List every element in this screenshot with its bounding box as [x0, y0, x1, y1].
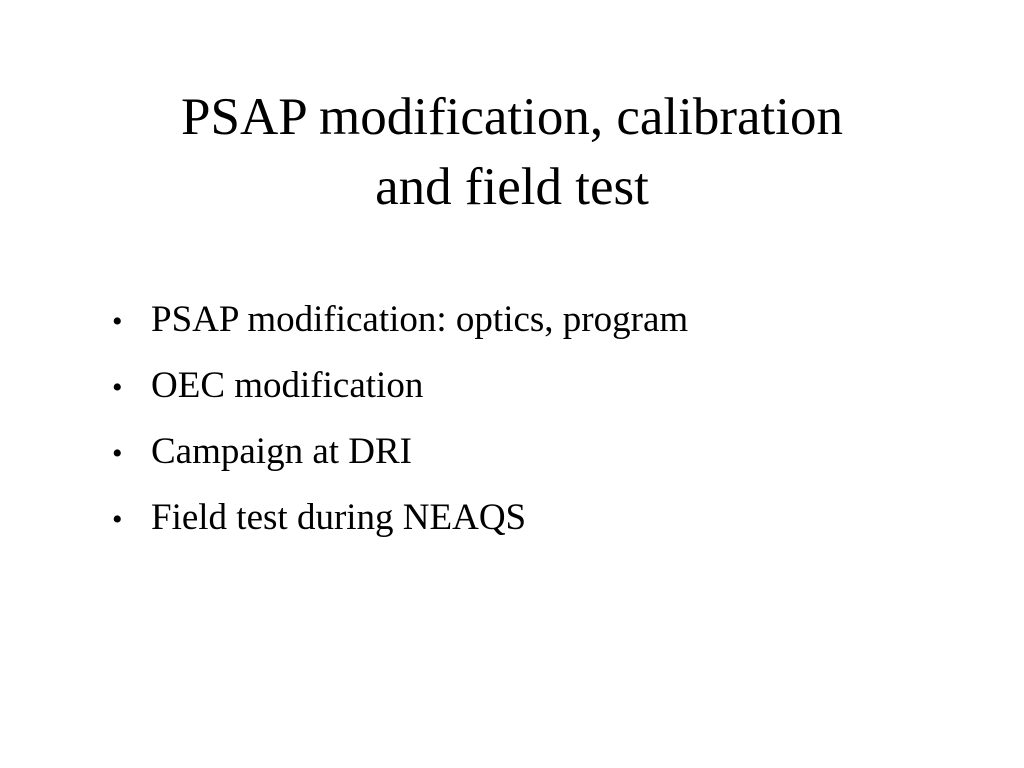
bullet-item-oec-modification — [112, 364, 952, 408]
bullet-text: Campaign at DRI — [151, 431, 413, 472]
bullet-text: OEC modification — [151, 365, 424, 406]
bullet-item-field-test — [112, 496, 952, 540]
bullet-item-campaign-dri — [112, 430, 952, 474]
bullet-icon: • — [112, 437, 123, 470]
bullet-list — [112, 298, 952, 562]
title-line-2: and field test — [375, 158, 649, 216]
bullet-icon: • — [112, 371, 123, 404]
bullet-item-psap-modification — [112, 298, 952, 342]
bullet-icon: • — [112, 305, 123, 338]
slide-title — [60, 82, 964, 222]
bullet-text: PSAP modification: optics, program — [151, 299, 689, 340]
bullet-text: Field test during NEAQS — [151, 497, 527, 538]
title-line-1: PSAP modification, calibration — [181, 88, 843, 146]
bullet-icon: • — [112, 503, 123, 536]
